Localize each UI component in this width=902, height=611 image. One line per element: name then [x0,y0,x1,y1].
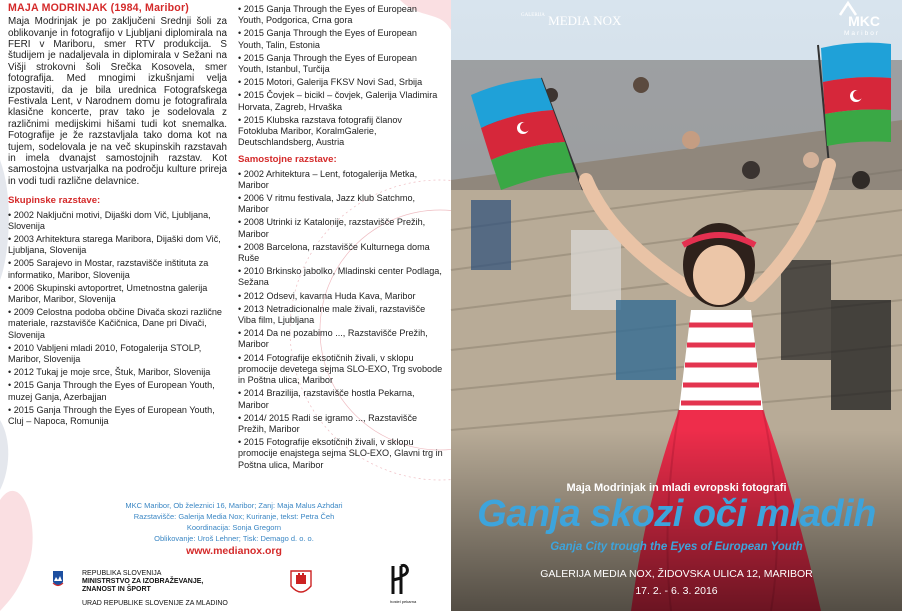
list-item: • 2008 Utrinki iz Katalonije, razstavišče Prežih, Maribor [238,217,426,239]
list-item: • 2006 V ritmu festivala, Jazz klub Satchmo, Maribor [238,193,416,215]
credits-block [86,500,382,557]
hostel-pekarna-caption: hostel pekarna [390,599,417,604]
list-item: • 2015 Klubska razstava fotografij članov Fotokluba Maribor, KoralmGalerie, Deutschlandsberg, Austria [238,114,402,148]
list-item: • 2013 Netradicionalne male živali, razstavišče Viba film, Ljubljana [238,303,426,326]
list-item: • 2015 Ganja Through the Eyes of European Youth, Istanbul, Turčija [238,52,417,75]
hostel-pekarna-logo-icon [390,564,417,604]
credit-line: Razstavišče: Galerija Media Nox; Kuriranje, tekst: Petra Čeh [133,512,335,521]
slovenia-crest-icon [52,570,64,590]
group-exhibitions-list-continued [238,4,443,148]
cover-subtitle: Maja Modrinjak in mladi evropski fotografi [566,482,787,494]
solo-exhibitions-list [238,169,443,471]
list-item: • 2012 Odsevi, kavarna Huda Kava, Maribor [238,290,416,301]
list-item: • 2015 Čovjek – bicikl – čovjek, Galerija Vladimira Horvata, Zagreb, Hrvaška [238,90,438,112]
list-item: • 2002 Naključni motivi, Dijaški dom Vič, Ljubljana, Slovenija [8,209,211,231]
list-item: • 2010 Vabljeni mladi 2010, Fotogalerija STOLP, Maribor, Slovenija [8,342,202,364]
ministry-line: MINISTRSTVO ZA IZOBRAŽEVANJE, [82,578,204,586]
list-item: • 2014 Fotografije eksotičnih živali, v sklopu promocije devetega sejma SLO-EXO, Trg svobode in Poštna ulica, Maribor [238,352,443,386]
maribor-crest-icon [290,570,312,598]
exhibition-dates: 17. 2. - 6. 3. 2016 [635,585,718,597]
list-item: • 2015 Ganja Through the Eyes of European Youth, Cluj – Napoca, Romunija [8,404,215,426]
ministry-logo-text [82,570,242,608]
list-item: • 2005 Sarajevo in Mostar, razstavišče inštituta za informatiko, Maribor, Slovenija [8,258,209,280]
solo-exhibitions-heading: Samostojne razstave: [238,154,337,166]
left-text-column [8,0,227,429]
list-item: • 2003 Arhitektura starega Maribora, Dijaški dom Vič, Ljubljana, Slovenija [8,233,221,256]
credit-line: Koordinacija: Sonja Gregorn [186,523,282,532]
list-item: • 2010 Brkinsko jabolko, Mladinski center Podlaga, Sežana [238,266,442,288]
list-item: • 2014/ 2015 Radi se igramo ..., Razstavišče Prežih, Maribor [238,412,418,434]
list-item: • 2012 Tukaj je moje srce, Štuk, Maribor, Slovenija [8,367,211,378]
group-exhibitions-list [8,210,227,428]
cover-main-title: Ganja skozi oči mladih [477,493,876,535]
middle-text-column [238,0,443,473]
list-item: • 2015 Ganja Through the Eyes of European Youth, Podgorica, Crna gora [238,4,417,26]
mkc-logo-sub: Maribor [843,30,880,37]
list-item: • 2014 Da ne pozabimo ..., Razstavišče Prežih, Maribor [238,328,428,350]
cover-english-title: Ganja City trough the Eyes of European Youth [550,541,803,553]
list-item: • 2009 Celostna podoba občine Divača skozi različne materiale, razstavišče Kačičnica, Dane pri Divači, Slovenija [8,307,222,340]
credit-line: MKC Maribor, Ob železnici 16, Maribor; Zanj: Maja Malus Azhdari [125,501,343,510]
list-item: • 2015 Motori, Galerija FKSV Novi Sad, Srbija [238,77,423,88]
list-item: • 2015 Ganja Through the Eyes of European Youth, muzej Ganja, Azerbajjan [8,380,215,402]
artist-name: MAJA MODRINJAK (1984, Maribor) [8,2,190,14]
list-item: • 2014 Brazilija, razstavišče hostla Pekarna, Maribor [238,388,415,410]
venue-address: GALERIJA MEDIA NOX, ŽIDOVSKA ULICA 12, MARIBOR [540,568,813,580]
group-exhibitions-heading: Skupinske razstave: [8,195,101,207]
mkc-logo: MKC [848,13,880,29]
ministry-line: REPUBLIKA SLOVENIJA [82,570,162,577]
list-item: • 2015 Ganja Through the Eyes of European Youth, Talin, Estonia [238,28,417,50]
list-item: • 2015 Fotografije eksotičnih živali, v sklopu promocije enajstega sejma SLO-EXO, Glavni trg in Poštna ulica, Maribor [238,437,443,470]
publisher-logo [521,13,621,29]
credit-line: Oblikovanje: Uroš Lehner; Tisk: Demago d. o. o. [154,534,314,543]
list-item: • 2006 Skupinski avtoportret, Umetnostna galerija Maribor, Maribor, Slovenija [8,282,208,304]
website-link[interactable]: www.medianox.org [186,545,282,557]
publisher-logo-small: GALERIJA [521,13,545,18]
artist-bio: Maja Modrinjak je po zaključeni Srednji šoli za oblikovanje in fotografijo v Ljubljani diplomirala na FERI v Mariboru, smer RTV produkcija. S študijem je nadaljevala in diplomirala v Sežani na Višji strokovni šoli Srečka Kosovela, smer fotografija. Med mnogimi izkušnjami velja izpostaviti, da je bila urednica Fotografskega Festivala Lent, v Narodnem domu je fotografirala klasične koncerte, prav tako je sodelovala z različnimi medijskimi hišami tudi kot snemalka. Fotografije je že razstavljala tako doma kot na tujem, sodelovala je na več skupinskih razstavah in imela dvanajst samostojnih razstav. Kot samostojna ustvarjalka na področju kulture prireja in vodi tudi različne delavnice. [8,16,227,187]
publisher-logo-text: MEDIA NOX [548,13,622,28]
list-item: • 2008 Barcelona, razstavišče Kulturnega doma Ruše [238,241,430,264]
brochure-cover-panel [451,0,902,611]
ministry-line: ZNANOST IN ŠPORT [82,586,151,594]
ministry-line: URAD REPUBLIKE SLOVENIJE ZA MLADINO [82,599,228,607]
sponsor-logos [52,570,442,611]
list-item: • 2002 Arhitektura – Lent, fotogalerija Metka, Maribor [238,168,418,190]
